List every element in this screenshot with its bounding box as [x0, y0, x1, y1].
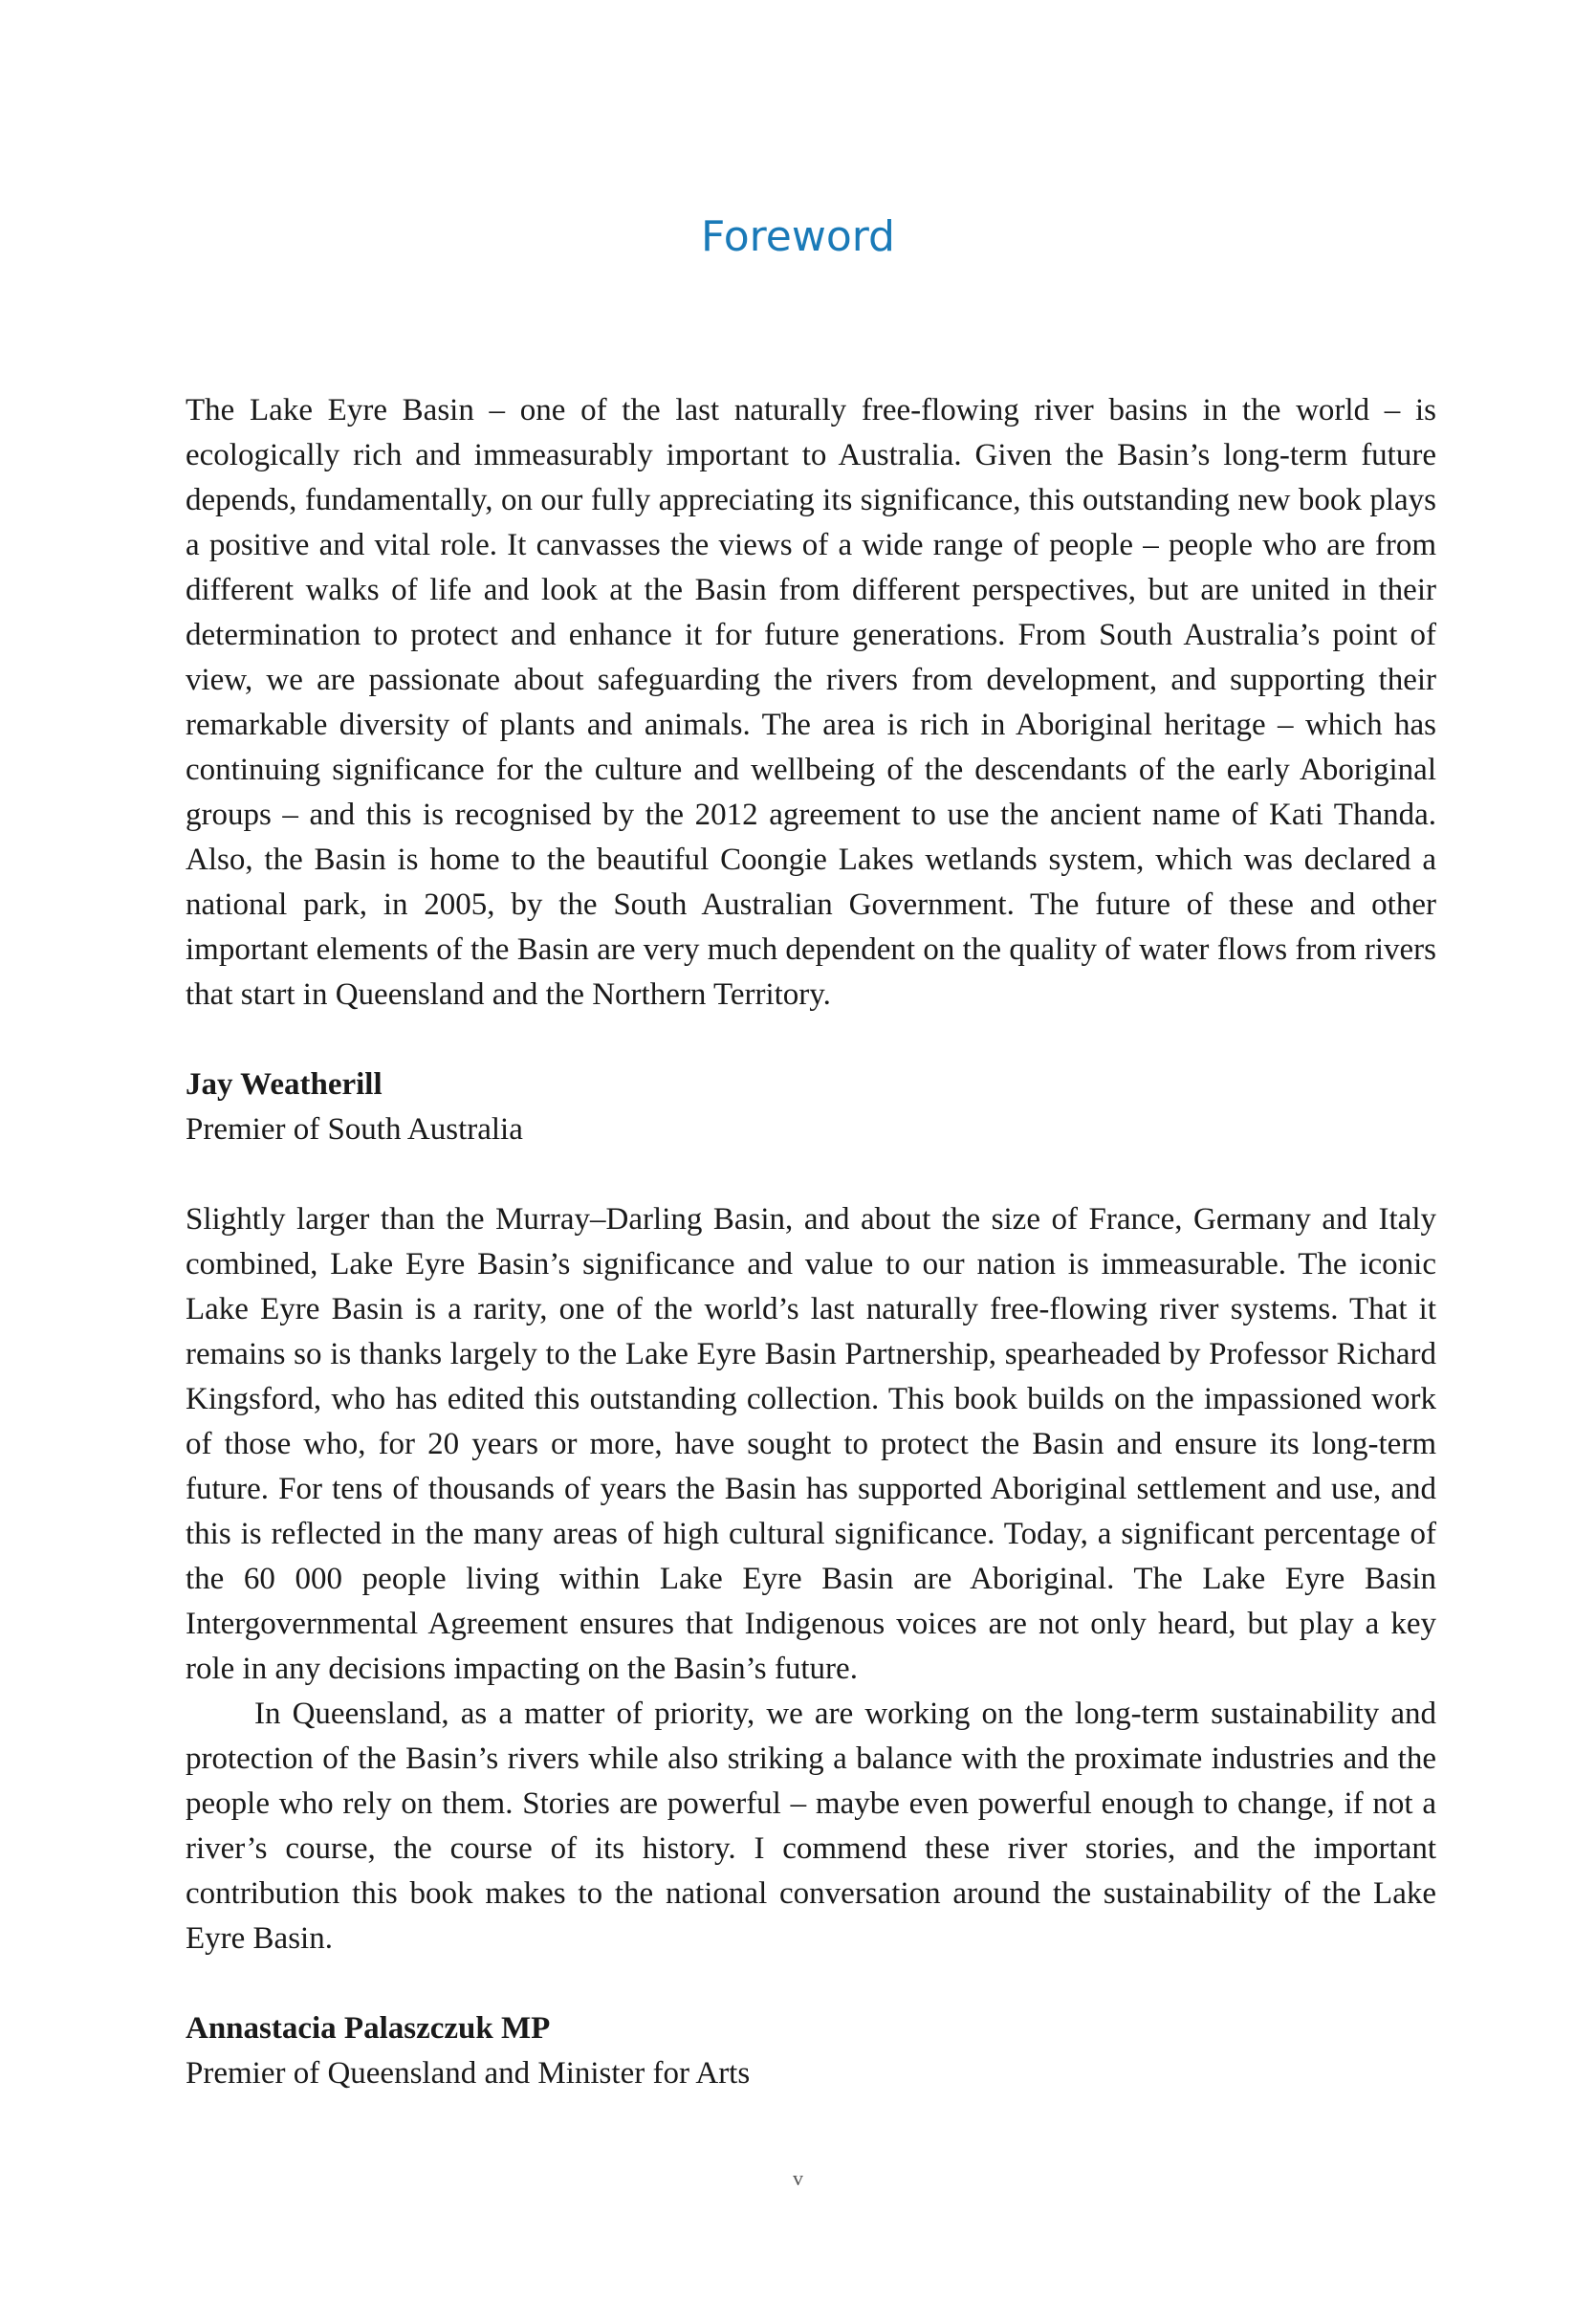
body-paragraph: The Lake Eyre Basin – one of the last naturally free-flowing river basins in the world – is ecologically rich and immeasurably important to Australia. Given the Basin’s long-term future depends, fundamentally, on our fully appreciating its significance, this outstanding new book plays a positive and vital role. It canvasses the views of a wide range of people – people who are from different walks of life and look at the Basin from different perspectives, but are united in their determination to protect and enhance it for future generations. From South Australia’s point of view, we are passionate about safeguarding the rivers from development, and supporting their remarkable diversity of plants and animals. The area is rich in Aboriginal heritage – which has continuing significance for the culture and wellbeing of the descendants of the early Aboriginal groups – and this is recognised by the 2012 agreement to use the ancient name of Kati Thanda. Also, the Basin is home to the beautiful Coongie Lakes wetlands system, which was declared a national park, in 2005, by the South Australian Government. The future of these and other important elements of the Basin are very much dependent on the quality of water flows from rivers that start in Queensland and the Northern Territory.	[186, 393, 1436, 1012]
signatory-role: Premier of South Australia	[186, 1112, 523, 1147]
signatory-name: Jay Weatherill	[186, 1067, 383, 1102]
foreword-section-palaszczuk	[186, 1197, 1436, 2096]
foreword-body	[186, 388, 1436, 2096]
signatory-role: Premier of Queensland and Minister for Arts	[186, 2056, 751, 2091]
body-paragraph: In Queensland, as a matter of priority, we are working on the long-term sustainability and protection of the Basin’s rivers while also striking a balance with the proximate industries and the people who rely on them. Stories are powerful – maybe even powerful enough to change, if not a river’s course, the course of its history. I commend these river stories, and the important contribution this book makes to the national conversation around the sustainability of the Lake Eyre Basin.	[186, 1697, 1436, 1956]
page-title: Foreword	[700, 212, 895, 261]
signatory-name: Annastacia Palaszczuk MP	[186, 2011, 551, 2046]
foreword-section-weatherill	[186, 388, 1436, 1152]
body-paragraph: Slightly larger than the Murray–Darling Basin, and about the size of France, Germany and Italy combined, Lake Eyre Basin’s significance and value to our nation is immeasurable. The iconic Lake Eyre Basin is a rarity, one of the world’s last naturally free-flowing river systems. That it remains so is thanks largely to the Lake Eyre Basin Partnership, spearheaded by Professor Richard Kingsford, who has edited this outstanding collection. This book builds on the impassioned work of those who, for 20 years or more, have sought to protect the Basin and ensure its long-term future. For tens of thousands of years the Basin has supported Aboriginal settlement and use, and this is reflected in the many areas of high cultural significance. Today, a significant percentage of the 60 000 people living within Lake Eyre Basin are Aboriginal. The Lake Eyre Basin Intergovernmental Agreement ensures that Indigenous voices are not only heard, but play a key role in any decisions impacting on the Basin’s future.	[186, 1202, 1436, 1686]
page-number: v	[793, 2166, 803, 2190]
